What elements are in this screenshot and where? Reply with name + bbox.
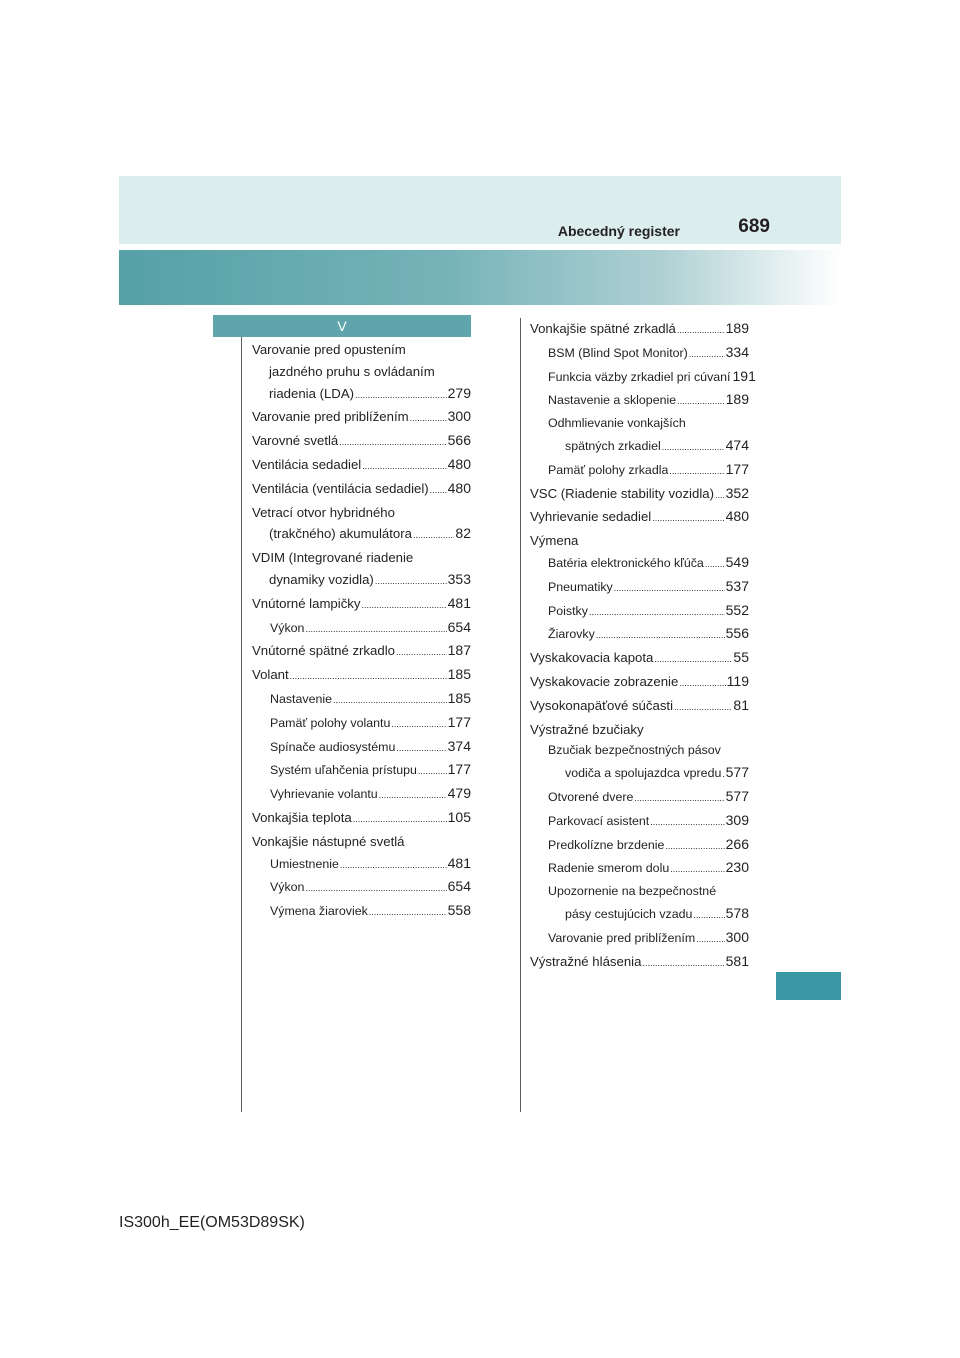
index-entry-term: Systém uľahčenia prístupu [270,763,417,778]
dot-leader [674,697,732,719]
index-entry[interactable] [530,834,749,858]
index-entry-term: Varovanie pred priblížením [548,930,696,945]
index-entry-term: dynamiky vozidla) [269,571,374,587]
index-entry-term: Predkolízne brzdenie [548,837,665,852]
dot-leader [670,859,724,881]
dot-leader [413,525,454,547]
index-entry-page[interactable]: 374 [447,737,471,754]
index-entry-page[interactable]: 552 [725,601,749,618]
section-letter-heading: V [213,315,471,337]
index-entry-page[interactable]: 654 [447,878,471,895]
index-entry-term: BSM (Blind Spot Monitor) [548,345,688,360]
dot-leader [305,878,446,900]
index-entry-page[interactable]: 105 [447,808,471,825]
index-entry[interactable] [530,389,749,413]
index-entry[interactable] [530,786,749,810]
index-entry-page[interactable]: 581 [725,952,749,969]
index-entry-page[interactable]: 189 [725,320,749,336]
index-entry-text: Bzučiak bezpečnostných pásov [548,743,721,758]
document-code: IS300h_EE(OM53D89SK) [119,1214,305,1231]
index-entry[interactable] [530,483,749,507]
dot-leader [614,578,725,600]
index-entry-text: Vetrací otvor hybridného [252,504,395,520]
index-entry[interactable] [252,783,471,807]
dot-leader [596,625,725,647]
index-entry[interactable] [530,413,749,459]
index-entry-term: Vyhrievanie sedadiel [530,509,652,525]
index-entry-page[interactable]: 556 [725,625,749,642]
index-entry-page[interactable]: 82 [455,525,471,542]
index-entry-page[interactable]: 481 [447,594,471,611]
index-entry-page[interactable]: 577 [725,787,749,804]
dot-leader [589,602,725,624]
index-entry-term: Varovné svetlá [252,433,339,449]
dot-leader [375,571,447,593]
dot-leader [430,480,447,502]
index-entry-page[interactable]: 654 [447,618,471,635]
dot-leader [353,809,447,831]
index-entry-term: Výkon [270,620,305,635]
index-entry-page[interactable]: 187 [447,642,471,659]
index-entry-term: Vnútorné lampičky [252,595,361,611]
index-entry[interactable] [530,695,749,719]
index-entry-page[interactable]: 352 [725,484,749,501]
index-entry[interactable] [252,430,471,454]
index-entry[interactable] [252,807,471,831]
index-entry-page[interactable]: 177 [725,460,749,477]
index-entry-term: Ventilácia (ventilácia sedadiel) [252,480,429,496]
index-entry[interactable] [530,881,749,927]
dot-leader [705,554,725,576]
index-entry[interactable] [530,951,749,975]
index-entry-term: Radenie smerom dolu [548,861,670,876]
index-entry-term: Umiestnenie [270,856,339,871]
index-entry-term: Nastavenie a sklopenie [548,393,677,408]
index-entry-text: Odhmlievanie vonkajších [548,416,686,431]
index-entry[interactable] [530,318,749,342]
dot-leader [696,929,724,951]
dot-leader [689,344,725,366]
index-entry-term: Výmena [530,533,579,549]
section-banner [119,250,841,305]
dot-leader [642,953,724,975]
index-entry[interactable] [530,506,749,530]
index-entry-page[interactable]: 558 [447,902,471,919]
index-entry-page[interactable]: 177 [447,713,471,730]
index-entry[interactable] [252,664,471,688]
index-entry-page[interactable]: 279 [447,384,471,401]
dot-leader [679,673,725,695]
index-entry-term: Parkovací asistent [548,813,650,828]
index-entry-term: Vnútorné spätné zrkadlo [252,643,395,659]
header-band [119,176,841,244]
dot-leader [665,836,724,858]
index-entry[interactable] [252,339,471,406]
dot-leader [396,738,446,760]
dot-leader [693,905,724,927]
index-entry-term: VSC (Riadenie stability vozidla) [530,485,714,501]
index-entry-page[interactable]: 481 [447,854,471,871]
index-entry-page[interactable]: 191 [732,367,756,384]
index-entry[interactable] [530,927,749,951]
dot-leader [391,714,446,736]
index-entry[interactable] [252,876,471,900]
dot-leader [715,485,725,507]
index-entry[interactable] [530,576,749,600]
index-entry[interactable] [530,623,749,647]
index-entry[interactable] [530,552,749,576]
dot-leader [634,788,724,810]
index-entry[interactable] [252,736,471,760]
index-entry-term: Batéria elektronického kľúča [548,555,704,570]
dot-leader [379,785,447,807]
index-column-right [530,318,756,974]
dot-leader [305,619,446,641]
index-entry-term: Otvorené dvere [548,789,634,804]
index-entry-text: Varovanie pred opustením [252,342,406,357]
dot-leader [662,437,725,459]
index-entry-term: Výstražné hlásenia [530,953,642,969]
index-entry[interactable] [252,831,471,853]
index-entry-page[interactable]: 55 [733,649,749,666]
index-entry-page[interactable]: 300 [725,928,749,945]
index-entry-term: Spínače audiosystému [270,739,396,754]
index-entry-page[interactable]: 474 [725,436,749,453]
index-entry[interactable] [530,600,749,624]
index-entry[interactable] [252,712,471,736]
dot-leader [410,408,447,430]
index-entry-term: Vysokonapäťové súčasti [530,697,674,713]
index-entry-page[interactable]: 537 [725,577,749,594]
index-entry-page[interactable]: 266 [725,835,749,852]
index-entry-term: Vyskakovacia kapota [530,650,654,666]
index-entry[interactable] [530,671,749,695]
dot-leader [339,432,446,454]
dot-leader [722,764,724,786]
index-entry-text: VDIM (Integrované riadenie [252,550,414,566]
column-divider-middle [520,318,521,1112]
chapter-tab [776,972,841,1000]
dot-leader [369,902,447,924]
index-entry[interactable] [530,810,749,834]
index-entry-page[interactable]: 309 [725,811,749,828]
index-entry-page[interactable]: 230 [725,859,749,876]
index-entry-term: Varovanie pred priblížením [252,409,409,425]
index-entry-page[interactable]: 300 [447,408,471,425]
index-entry-term: vodiča a spolujazdca vpredu [565,766,722,781]
index-entry-page[interactable]: 480 [725,508,749,525]
index-entry-term: Výkon [270,880,305,895]
dot-leader [652,508,724,530]
index-entry[interactable] [530,530,749,552]
index-entry-page[interactable]: 480 [447,479,471,496]
index-entry-term: Pamäť polohy volantu [270,715,391,730]
index-entry-term: Výstražné bzučiaky [530,721,644,737]
dot-leader [361,595,446,617]
dot-leader [669,461,724,483]
index-entry[interactable] [252,478,471,502]
index-entry-page[interactable]: 81 [733,696,749,713]
index-entry-term: Ventilácia sedadiel [252,456,362,472]
index-entry-term: pásy cestujúcich vzadu [565,906,693,921]
index-entry-term: Pamäť polohy zrkadla [548,462,669,477]
index-entry-term: Pneumatiky [548,579,613,594]
index-entry-page[interactable]: 177 [447,761,471,778]
index-entry[interactable] [530,740,749,786]
index-entry-text: Upozornenie na bezpečnostné [548,884,717,899]
index-entry-term: spätných zrkadiel [565,438,661,453]
index-entry-page[interactable]: 566 [447,432,471,449]
index-entry-text: jazdného pruhu s ovládaním [269,363,435,379]
index-entry[interactable] [252,593,471,617]
index-entry[interactable] [530,857,749,881]
column-divider-left [241,337,242,1112]
dot-leader [396,642,447,664]
index-entry-term: Nastavenie [270,691,332,706]
index-entry[interactable] [252,759,471,783]
index-entry-term: Vyhrievanie volantu [270,787,378,802]
index-entry-term: riadenia (LDA) [269,385,355,401]
index-entry[interactable] [252,688,471,712]
index-entry[interactable] [530,719,749,741]
dot-leader [362,456,446,478]
index-entry-term: Vonkajšia teplota [252,809,352,825]
index-entry[interactable] [252,502,471,548]
dot-leader [650,812,724,834]
index-entry-term: Vonkajšie nástupné svetlá [252,833,405,849]
index-entry-term: Žiarovky [548,627,595,642]
index-entry-term: Vyskakovacie zobrazenie [530,673,679,689]
index-entry-page[interactable]: 479 [447,785,471,802]
page-number: 689 [738,216,770,237]
index-entry-term: (trakčného) akumulátora [269,526,412,542]
index-entry-page[interactable]: 185 [447,689,471,706]
index-entry-page[interactable]: 578 [725,904,749,921]
index-entry[interactable] [252,640,471,664]
dot-leader [355,385,447,407]
dot-leader [333,690,447,712]
dot-leader [654,649,732,671]
header-title: Abecedný register [557,223,680,239]
index-entry[interactable] [252,617,471,641]
index-entry-term: Poistky [548,603,588,618]
dot-leader [340,855,447,877]
index-entry[interactable] [252,853,471,877]
index-entry-term: Vonkajšie spätné zrkadlá [530,321,676,336]
index-column-left [252,339,471,924]
index-entry-page[interactable]: 185 [447,666,471,683]
index-entry[interactable] [252,454,471,478]
index-entry-term: Funkcia väzby zrkadiel pri cúvaní [548,369,731,384]
index-entry[interactable] [530,459,749,483]
index-entry[interactable] [530,647,749,671]
dot-leader [418,761,447,783]
index-entry[interactable] [252,547,471,593]
index-entry-page[interactable]: 480 [447,455,471,472]
index-entry[interactable] [252,406,471,430]
index-entry[interactable] [252,900,471,924]
index-entry-page[interactable]: 189 [725,391,749,408]
index-entry-page[interactable]: 549 [725,553,749,570]
index-entry[interactable] [530,366,756,390]
dot-leader [290,666,447,688]
index-entry-page[interactable]: 334 [725,343,749,360]
dot-leader [677,320,725,342]
index-entry-term: Výmena žiaroviek [270,904,368,919]
index-entry-page[interactable]: 119 [726,672,749,689]
index-entry-page[interactable]: 577 [725,764,749,781]
index-entry-term: Volant [252,667,289,683]
index-entry[interactable] [530,342,749,366]
index-entry-page[interactable]: 353 [447,570,471,587]
dot-leader [677,391,725,413]
